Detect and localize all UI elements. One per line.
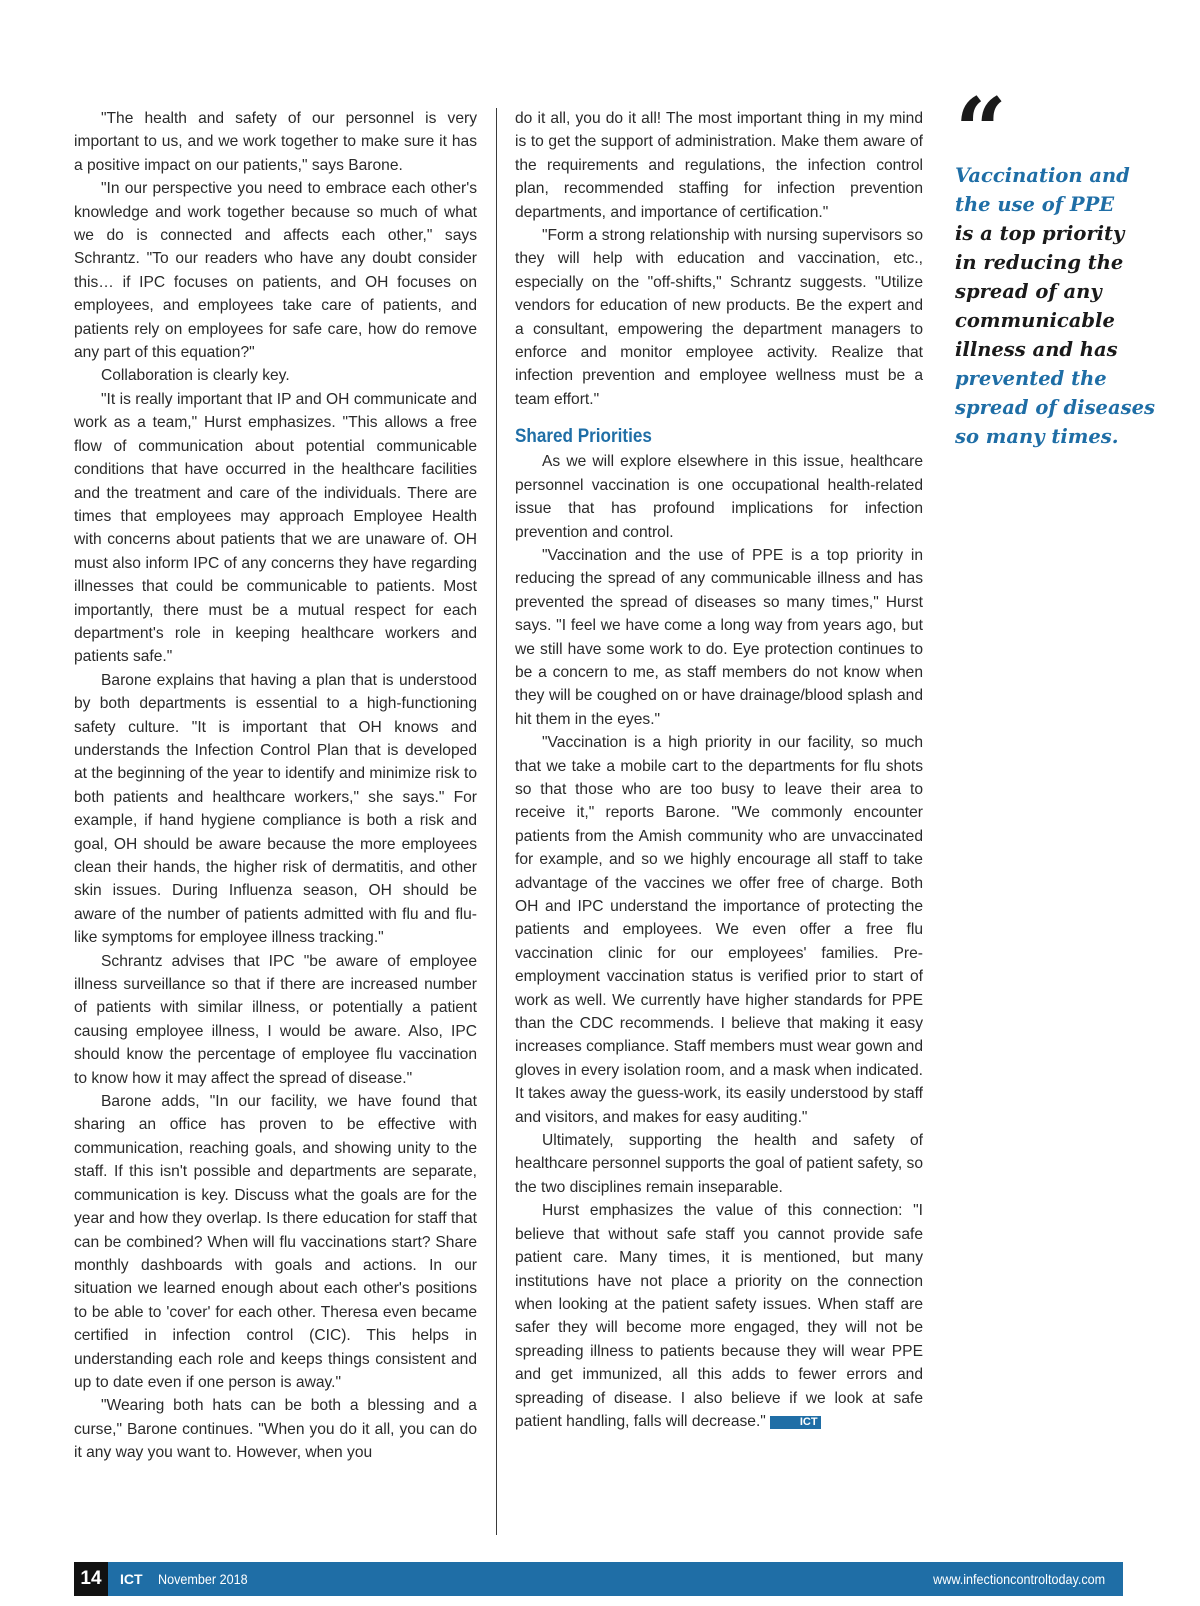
paragraph: Collaboration is clearly key. (101, 367, 290, 385)
website-url: www.infectioncontroltoday.com (932, 1571, 1105, 1587)
pull-quote-line: Vaccination and (955, 164, 1130, 187)
paragraph: As we will explore elsewhere in this issue, healthcare personnel vaccination is one occupational health-related issue that has profound implications for infection prevention and control. (515, 453, 923, 541)
end-of-article-logo: ICT (770, 1416, 821, 1429)
page-footer (74, 1562, 1123, 1596)
paragraph: "Vaccination is a high priority in our facility, so much that we take a mobile cart to the departments for flu shots so that those who are too busy to leave their area to receive it," reports Barone. "We commonly encounter patients from the Amish community who are unvaccinated for example, and so we highly encourage all staff to take advantage of the vaccines we offer free of charge. Both OH and IPC understand the importance of protecting the patients and employees. We even offer a free flu vaccination clinic for our employees' families. Pre-employment vaccination status is verified prior to start of work as well. We currently have higher standards for PPE than the CDC recommends. I believe that making it easy increases compliance. Staff members must wear gown and gloves in every isolation room, and a mask when indicated. It takes away the guess-work, its easily understood by staff and visitors, and makes for easy auditing." (515, 734, 923, 1126)
pull-quote-line: spread of diseases (955, 396, 1155, 419)
section-heading: Shared Priorities (515, 426, 652, 448)
issue-date: November 2018 (158, 1571, 248, 1587)
paragraph: "Wearing both hats can be both a blessing and a curse," Barone continues. "When you do it all, you can do it any way you want to. However, when you (74, 1397, 477, 1462)
paragraph: Ultimately, supporting the health and safety of healthcare personnel supports the goal of patient safety, so the two disciplines remain inseparable. (515, 1132, 924, 1196)
pull-quote-line: so many times. (955, 425, 1119, 448)
pull-quote-line: spread of any (955, 280, 1102, 303)
publication-name: ICT (120, 1571, 143, 1587)
pull-quote-line: prevented the (955, 367, 1107, 390)
pull-quote (955, 161, 1190, 451)
paragraph: do it all, you do it all! The most important thing in my mind is to get the support of administration. Make them aware of the requirements and regulations, the infection control plan, recommended staffing for infection prevention departments, and importance of certification." (515, 110, 923, 221)
paragraph: "It is really important that IP and OH communicate and work as a team," Hurst emphasizes. "This allows a free flow of communication about potential communicable conditions that have occurred in the healthcare facilities and the treatment and care of the individuals. There are times that employees may approach Employee Health with concerns about patients that we are unaware of. OH must also inform IPC of any concerns they have regarding illnesses that could be communicable to patients. Most importantly, there must be a mutual respect for each department's role in keeping healthcare workers and patients safe." (74, 390, 477, 666)
pull-quote-line: communicable (955, 309, 1115, 332)
paragraph: "Vaccination and the use of PPE is a top priority in reducing the spread of any communicable illness and has prevented the spread of diseases so many times," Hurst says. "I feel we have come a long way from years ago, but we still have some work to do. Eye protection continues to be a concern to me, as staff members do not know when they will be coughed on or have drainage/blood splash and hit them in the eyes." (515, 546, 923, 728)
paragraph: Barone adds, "In our facility, we have found that sharing an office has proven to be effective with communication, reaching goals, and showing unity to the staff. If this isn't possible and departments are separate, communication is key. Discuss what the goals are for the year and how they overlap. Is there education for staff that can be combined? When will flu vaccinations start? Share monthly dashboards with goals and actions. In our situation we learned enough about each other's positions to be able to 'cover' for each other. Theresa even became certified in infection control (CIC). This helps in understanding each role and keeps things consistent and up to date even if one person is away." (74, 1093, 477, 1391)
page-number: 14 (74, 1562, 108, 1596)
quote-mark-icon: “ (955, 78, 1007, 184)
paragraph: "In our perspective you need to embrace each other's knowledge and work together because so much of what we do is connected and affects each other," says Schrantz. "To our readers who have any doubt consider this… if IPC focuses on patients, and OH focuses on employees, and employees take care of patients, and patients rely on employees for safe care, how do remove any part of this equation?" (74, 180, 477, 362)
pull-quote-line: the use of PPE (955, 193, 1115, 216)
paragraph: Barone explains that having a plan that is understood by both departments is essential to a high-functioning safety culture. "It is important that OH knows and understands the Infection Control Plan that is developed at the beginning of the year to identify and minimize risk to both patients and healthcare workers," she says." For example, if hand hygiene compliance is both a risk and goal, OH should be aware because the more employees clean their hands, the higher risk of dermatitis, and other skin issues. During Influenza season, OH should be aware of the number of patients admitted with flu and flu-like symptoms for employee illness tracking." (74, 671, 477, 947)
paragraph-final (515, 1199, 923, 1433)
column-divider (496, 108, 497, 1535)
pull-quote-line: is a top priority (955, 222, 1125, 245)
paragraph: "The health and safety of our personnel is very important to us, and we work together to make sure it has a positive impact on our patients," says Barone. (74, 110, 477, 174)
paragraph: "Form a strong relationship with nursing supervisors so they will help with education and vaccination, etc., especially on the "off-shifts," Schrantz suggests. "Utilize vendors for education of new products. Be the expert and a consultant, empowering the department managers to enforce and monitor employee activity. Realize that infection prevention and employee wellness must be a team effort." (515, 227, 923, 408)
paragraph: Schrantz advises that IPC "be aware of employee illness surveillance so that if there are increased number of patients with similar illness, or potentially a patient causing employee illness, I would be aware. Also, IPC should know the percentage of employee flu vaccination to know how it may affect the spread of disease." (74, 952, 477, 1087)
pull-quote-line: in reducing the (955, 251, 1124, 274)
article-column-left (74, 107, 477, 1465)
article-column-right (515, 107, 923, 1433)
paragraph-text: Hurst emphasizes the value of this connection: "I believe that without safe staff you cannot provide safe patient care. Many times, it is mentioned, but many institutions have not place a priority on the connection when looking at the patient safety issues. When staff are safer they will become more engaged, they will not be spreading illness to patients because they will wear PPE and get immunized, all this adds to fewer errors and spreading of disease. I also believe if we look at safe patient handling, falls will decrease." (515, 1202, 923, 1430)
pull-quote-line: illness and has (955, 338, 1118, 361)
